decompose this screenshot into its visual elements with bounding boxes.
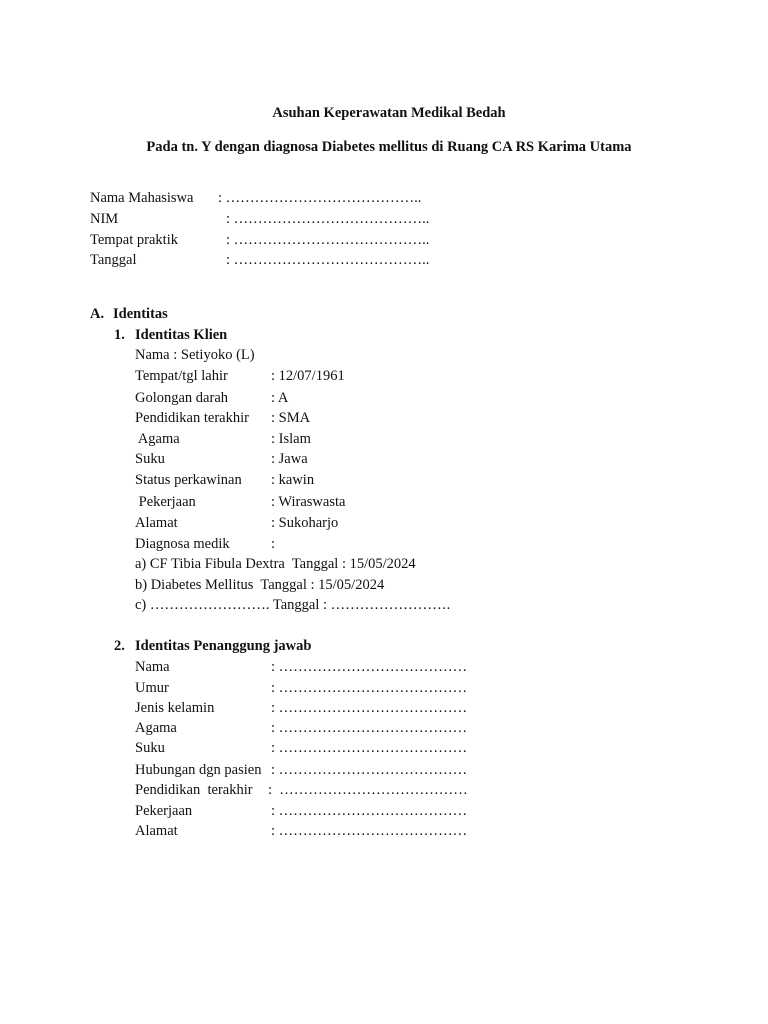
guardian-number: 2. <box>114 638 125 654</box>
field-label: Agama <box>135 720 177 736</box>
field-value: : ………………………………… <box>271 700 468 716</box>
field-label: Pekerjaan <box>135 803 193 819</box>
field-value: : Jawa <box>271 451 308 467</box>
field-label: Pendidikan terakhir <box>135 410 249 426</box>
field-value: : Sukoharjo <box>271 515 339 531</box>
field-label: Alamat <box>135 823 178 839</box>
field-label: Suku <box>135 740 165 756</box>
field-label: Umur <box>135 680 169 696</box>
diagnosis-item: a) CF Tibia Fibula Dextra Tanggal : 15/05/2024 <box>135 556 416 572</box>
guardian-title: Identitas Penanggung jawab <box>135 638 312 654</box>
client-title: Identitas Klien <box>135 327 228 343</box>
field-label: Nama <box>135 659 170 675</box>
field-label: Jenis kelamin <box>135 700 215 716</box>
student-nim-label: NIM <box>90 211 119 227</box>
section-a-marker: A. <box>90 306 105 322</box>
field-value: : ………………………………… <box>271 720 468 736</box>
field-value: : ………………………………… <box>271 740 468 756</box>
field-label: Suku <box>135 451 165 467</box>
student-name-value: : ………………………………….. <box>218 190 422 206</box>
field-value: : kawin <box>271 472 315 488</box>
field-value: : ………………………………… <box>271 823 468 839</box>
field-label: Golongan darah <box>135 390 229 406</box>
student-practice-label: Tempat praktik <box>90 232 178 248</box>
diagnosis-item: b) Diabetes Mellitus Tanggal : 15/05/2024 <box>135 577 385 593</box>
student-date-value: : ………………………………….. <box>226 252 430 268</box>
field-label: Pekerjaan <box>135 494 196 510</box>
field-value: : ………………………………… <box>271 680 468 696</box>
field-label: Tempat/tgl lahir <box>135 368 228 384</box>
student-name-label: Nama Mahasiswa <box>90 190 194 206</box>
field-value: : Wiraswasta <box>271 494 346 510</box>
field-value: : ………………………………… <box>271 659 468 675</box>
document-title: Asuhan Keperawatan Medikal Bedah <box>272 105 506 121</box>
field-value: : <box>271 536 276 552</box>
client-number: 1. <box>114 327 125 343</box>
field-value: : A <box>271 390 289 406</box>
field-value: : 12/07/1961 <box>271 368 345 384</box>
field-value: : ………………………………… <box>271 803 468 819</box>
student-nim-value: : ………………………………….. <box>226 211 430 227</box>
field-label: Hubungan dgn pasien <box>135 762 262 778</box>
field-label: Diagnosa medik <box>135 536 230 552</box>
field-label: Pendidikan terakhir <box>135 782 253 798</box>
field-label: Status perkawinan <box>135 472 242 488</box>
field-value: : ………………………………… <box>268 782 468 798</box>
client-name-line: Nama : Setiyoko (L) <box>135 347 255 363</box>
diagnosis-item: c) ……………………. Tanggal : ……………………. <box>135 597 451 613</box>
field-label: Agama <box>135 431 180 447</box>
student-date-label: Tanggal <box>90 252 137 268</box>
field-label: Alamat <box>135 515 178 531</box>
section-a-title: Identitas <box>113 306 168 322</box>
student-practice-value: : ………………………………….. <box>226 232 430 248</box>
document-subtitle: Pada tn. Y dengan diagnosa Diabetes mellitus di Ruang CA RS Karima Utama <box>146 139 632 155</box>
field-value: : SMA <box>271 410 311 426</box>
field-value: : Islam <box>271 431 311 447</box>
field-value: : ………………………………… <box>271 762 468 778</box>
